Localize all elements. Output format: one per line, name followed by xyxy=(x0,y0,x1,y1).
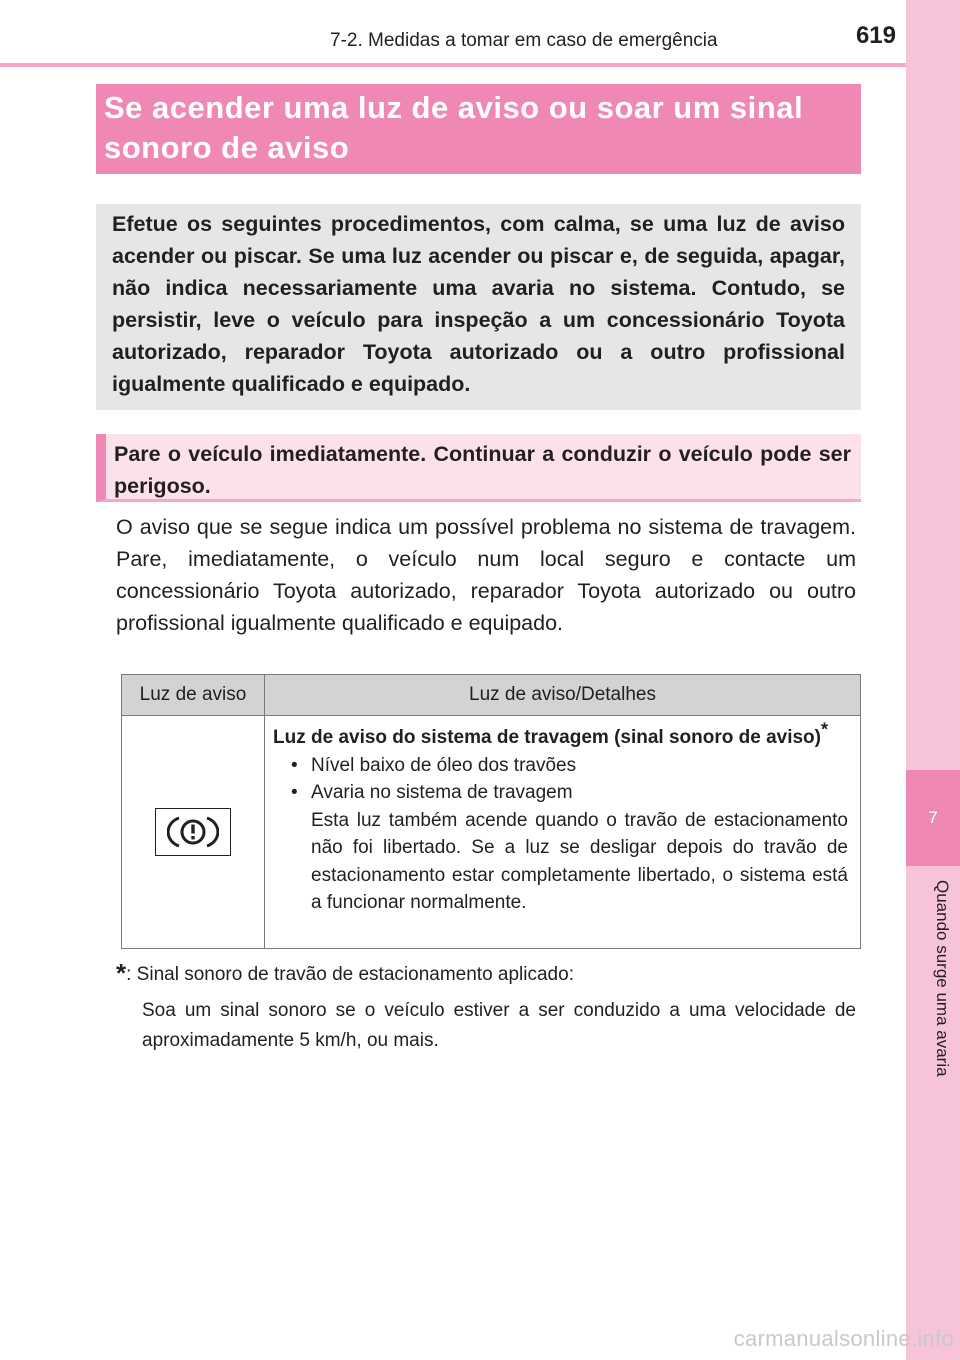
body-paragraph: O aviso que se segue indica um possível problema no sistema de travagem. Pare, imediatamente, o veículo num local seguro e contacte um concessionário Toyota autorizado, reparador Toyota autorizado ou outro profissional igualmente qualificado e equipado. xyxy=(116,515,856,635)
section-title: Se acender uma luz de aviso ou soar um sinal sonoro de aviso xyxy=(96,84,861,174)
warning-icon-cell xyxy=(122,716,265,949)
warning-causes-list xyxy=(273,752,848,807)
warning-details-cell xyxy=(265,716,861,949)
brake-warning-icon xyxy=(155,808,231,856)
page-number: 619 xyxy=(855,22,896,49)
table-header-row xyxy=(122,675,861,716)
brake-warning-icon-graphic xyxy=(167,813,219,851)
footnote-text: Soa um sinal sonoro se o veículo estiver a ser conduzido a uma velocidade de aproximadamente 5 km/h, ou mais. xyxy=(142,1000,856,1051)
list-item: • Nível baixo de óleo dos travões xyxy=(291,752,848,780)
warning-title xyxy=(273,719,848,752)
table-row xyxy=(122,716,861,949)
intro-text: Efetue os seguintes procedimentos, com calma, se uma luz de aviso acender ou piscar. Se uma luz acender ou piscar e, de seguida, apagar, não indica necessariamente uma avaria no sistema. Contudo, se persistir, leve o veículo para inspeção a um concessionário Toyota autorizado, reparador Toyota autorizado ou a outro profissional igualmente qualificado e equipado. xyxy=(112,212,845,396)
warning-note: Esta luz também acende quando o travão de estacionamento não foi libertado. Se a luz se desligar depois do travão de estacionamento estar completamente libertado, o sistema está a funcionar normalmente. xyxy=(311,809,848,913)
intro-box xyxy=(96,204,861,410)
warning-title-text: Luz de aviso do sistema de travagem (sinal sonoro de aviso) xyxy=(273,727,821,748)
footnote-heading xyxy=(116,958,856,990)
watermark: carmanualsonline.info xyxy=(733,1326,954,1351)
header-divider xyxy=(0,63,906,67)
caution-box xyxy=(96,434,861,502)
list-item: • Avaria no sistema de travagem xyxy=(291,779,848,807)
warning-light-table xyxy=(121,674,861,949)
footnote-label: : Sinal sonoro de travão de estacionamento aplicado: xyxy=(126,964,574,985)
table-header-light: Luz de aviso xyxy=(122,675,265,716)
chapter-label: Quando surge uma avaria xyxy=(933,880,952,1077)
footnote-marker: * xyxy=(821,719,829,740)
running-header: 7-2. Medidas a tomar em caso de emergência xyxy=(330,30,718,51)
footnote-star: * xyxy=(116,958,127,988)
chapter-side-tab xyxy=(906,0,960,1360)
table-header-details: Luz de aviso/Detalhes xyxy=(265,675,861,716)
chapter-number-tab: 7 xyxy=(906,770,960,866)
caution-text: Pare o veículo imediatamente. Continuar a conduzir o veículo pode ser perigoso. xyxy=(114,442,851,498)
